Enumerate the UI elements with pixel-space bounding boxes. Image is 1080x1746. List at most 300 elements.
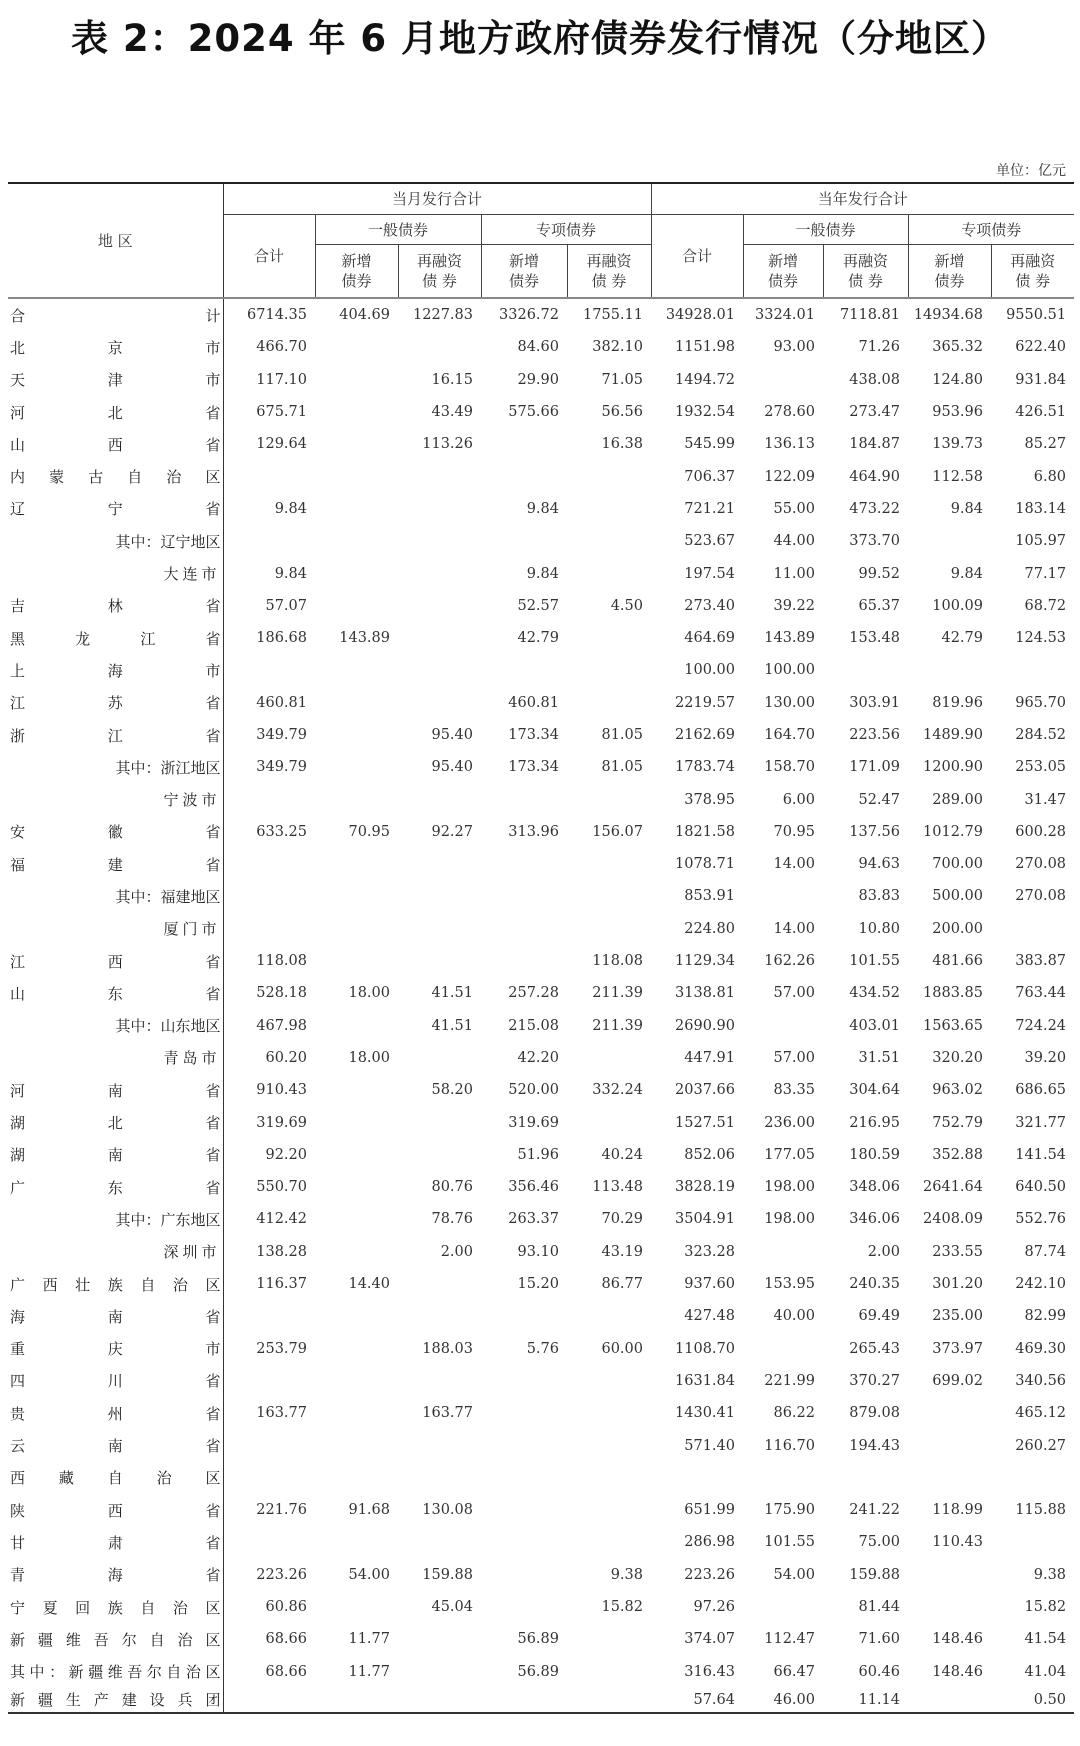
value-cell: 236.00 (764, 1114, 815, 1131)
value-cell (315, 1688, 398, 1713)
value-cell: 43.49 (431, 404, 473, 421)
value-cell: 57.00 (773, 985, 815, 1002)
value-cell: 55.00 (773, 500, 815, 517)
value-cell: 9550.51 (1006, 307, 1067, 324)
value-cell: 130.00 (764, 694, 815, 711)
region-name: 四川省 (8, 1365, 223, 1397)
value-cell: 7118.81 (840, 307, 900, 324)
value-cell: 56.89 (517, 1631, 559, 1648)
value-cell: 434.52 (849, 985, 900, 1002)
value-cell: 640.50 (1015, 1179, 1067, 1196)
table-row (8, 1106, 1074, 1138)
region-name: 辽宁省 (8, 493, 223, 525)
region-name: 上海市 (8, 654, 223, 686)
unit-label: 单位：亿元 (996, 163, 1066, 179)
value-cell: 15.82 (1024, 1599, 1067, 1616)
value-cell: 270.08 (1015, 856, 1067, 873)
value-cell: 41.51 (431, 985, 473, 1002)
value-cell: 383.87 (1015, 953, 1067, 970)
region-name: 贵州省 (8, 1397, 223, 1429)
header-line: 再融资 (586, 252, 632, 270)
table-row (8, 1300, 1074, 1332)
value-cell (567, 1494, 651, 1526)
value-cell (315, 1106, 398, 1138)
value-cell (908, 654, 991, 686)
value-cell: 175.90 (764, 1502, 815, 1519)
table-row (8, 460, 1074, 492)
value-cell: 571.40 (684, 1437, 735, 1454)
header-line: 债券 (341, 272, 372, 290)
value-cell: 1129.34 (675, 953, 735, 970)
value-cell (398, 1300, 481, 1332)
value-cell: 438.08 (849, 371, 900, 388)
value-cell: 223.26 (684, 1566, 735, 1583)
value-cell: 706.37 (684, 468, 735, 485)
value-cell: 1563.65 (923, 1017, 983, 1034)
table-row (8, 1010, 1074, 1042)
value-cell: 520.00 (508, 1082, 559, 1099)
value-cell: 86.77 (601, 1276, 643, 1293)
value-cell (567, 1526, 651, 1558)
value-cell (567, 1429, 651, 1461)
value-cell: 39.20 (1024, 1049, 1067, 1066)
value-cell: 139.73 (932, 436, 983, 453)
value-cell: 112.58 (932, 468, 983, 485)
value-cell (743, 1462, 823, 1494)
value-cell: 403.01 (849, 1017, 900, 1034)
table-row (8, 1429, 1074, 1461)
value-cell: 153.95 (764, 1276, 815, 1293)
value-cell: 721.21 (684, 500, 735, 517)
value-cell: 473.22 (849, 500, 900, 517)
value-cell (481, 1397, 567, 1429)
value-cell: 763.44 (1015, 985, 1067, 1002)
value-cell: 242.10 (1015, 1276, 1067, 1293)
value-cell (315, 654, 398, 686)
value-cell (398, 848, 481, 880)
value-cell: 11.00 (773, 565, 815, 582)
value-cell (908, 1397, 991, 1429)
value-cell: 57.00 (773, 1049, 815, 1066)
value-cell: 467.98 (256, 1017, 307, 1034)
value-cell (398, 493, 481, 525)
table-row (8, 654, 1074, 686)
header-month-general: 一般债券 (315, 215, 481, 245)
value-cell: 40.00 (773, 1308, 815, 1325)
value-cell: 101.55 (764, 1534, 815, 1551)
value-cell: 136.13 (764, 436, 815, 453)
table-row (8, 1171, 1074, 1203)
value-cell: 313.96 (508, 823, 559, 840)
value-cell: 320.20 (932, 1049, 983, 1066)
value-cell: 3828.19 (675, 1179, 735, 1196)
value-cell (398, 783, 481, 815)
value-cell: 346.06 (849, 1211, 900, 1228)
value-cell: 273.40 (684, 597, 735, 614)
value-cell (743, 880, 823, 912)
value-cell (823, 654, 908, 686)
value-cell: 31.51 (858, 1049, 900, 1066)
region-name: 云南省 (8, 1429, 223, 1461)
header-line: 债券 (934, 272, 965, 290)
value-cell (223, 1526, 315, 1558)
value-cell: 137.56 (849, 823, 900, 840)
value-cell: 216.95 (849, 1114, 900, 1131)
value-cell: 11.14 (858, 1691, 900, 1708)
header-year-total: 当年发行合计 (651, 183, 1074, 215)
value-cell: 465.12 (1015, 1405, 1067, 1422)
value-cell (481, 1526, 567, 1558)
value-cell: 158.70 (764, 759, 815, 776)
value-cell: 412.42 (256, 1211, 307, 1228)
table-row (8, 1688, 1074, 1713)
value-cell: 819.96 (932, 694, 983, 711)
value-cell: 51.96 (517, 1146, 559, 1163)
value-cell: 71.26 (858, 339, 900, 356)
value-cell: 93.00 (773, 339, 815, 356)
value-cell: 460.81 (256, 694, 307, 711)
value-cell: 2408.09 (923, 1211, 983, 1228)
table-row (8, 1526, 1074, 1558)
header-line: 再融资 (416, 252, 462, 270)
value-cell: 700.00 (932, 856, 983, 873)
value-cell: 224.80 (684, 920, 735, 937)
value-cell: 301.20 (932, 1276, 983, 1293)
value-cell: 42.79 (517, 630, 559, 647)
value-cell (567, 848, 651, 880)
value-cell (481, 880, 567, 912)
value-cell: 71.05 (601, 371, 643, 388)
value-cell: 340.56 (1015, 1372, 1067, 1389)
value-cell (481, 654, 567, 686)
value-cell: 9.84 (526, 500, 559, 517)
value-cell: 953.96 (932, 404, 983, 421)
header-line: 债券 (508, 272, 539, 290)
value-cell (481, 525, 567, 557)
value-cell (315, 557, 398, 589)
region-name: 江西省 (8, 945, 223, 977)
value-cell: 183.14 (1015, 500, 1067, 517)
value-cell: 550.70 (256, 1179, 307, 1196)
value-cell: 41.04 (1024, 1663, 1067, 1680)
value-cell: 95.40 (431, 759, 473, 776)
value-cell: 879.08 (849, 1405, 900, 1422)
value-cell: 9.84 (950, 565, 983, 582)
value-cell: 92.20 (265, 1146, 307, 1163)
value-cell: 686.65 (1015, 1082, 1067, 1099)
value-cell: 41.54 (1024, 1631, 1067, 1648)
value-cell (315, 848, 398, 880)
value-cell: 1494.72 (675, 371, 735, 388)
value-cell: 198.00 (764, 1211, 815, 1228)
value-cell (991, 1462, 1074, 1494)
header-month-special: 专项债券 (481, 215, 651, 245)
value-cell (567, 687, 651, 719)
value-cell (315, 751, 398, 783)
value-cell: 2690.90 (675, 1017, 735, 1034)
value-cell (315, 1462, 398, 1494)
value-cell: 316.43 (684, 1663, 735, 1680)
region-name: 深圳市 (8, 1236, 223, 1268)
value-cell: 265.43 (849, 1340, 900, 1357)
value-cell (481, 1591, 567, 1623)
value-cell: 42.79 (941, 630, 983, 647)
value-cell: 303.91 (849, 694, 900, 711)
table-row (8, 1591, 1074, 1623)
value-cell: 110.43 (932, 1534, 983, 1551)
value-cell: 116.37 (256, 1276, 307, 1293)
value-cell (223, 1688, 315, 1713)
value-cell: 9.38 (610, 1566, 643, 1583)
table-row (8, 751, 1074, 783)
value-cell: 188.03 (422, 1340, 473, 1357)
value-cell: 68.66 (265, 1631, 307, 1648)
region-name: 青岛市 (8, 1042, 223, 1074)
value-cell: 80.76 (431, 1179, 473, 1196)
table-row (8, 525, 1074, 557)
value-cell: 1108.70 (675, 1340, 735, 1357)
value-cell: 14.00 (773, 856, 815, 873)
value-cell: 9.84 (274, 565, 307, 582)
table-row (8, 880, 1074, 912)
value-cell: 31.47 (1024, 791, 1067, 808)
value-cell: 112.47 (764, 1631, 815, 1648)
value-cell: 9.84 (274, 500, 307, 517)
region-name: 合计 (8, 298, 223, 331)
table-row (8, 1494, 1074, 1526)
value-cell (398, 945, 481, 977)
value-cell: 2037.66 (675, 1082, 735, 1099)
value-cell (398, 1365, 481, 1397)
value-cell: 464.90 (849, 468, 900, 485)
value-cell (567, 460, 651, 492)
header-year-general-refi (823, 245, 908, 299)
value-cell: 240.35 (849, 1276, 900, 1293)
value-cell (481, 1365, 567, 1397)
value-cell: 52.47 (858, 791, 900, 808)
value-cell (567, 913, 651, 945)
value-cell: 54.00 (773, 1566, 815, 1583)
value-cell: 60.00 (601, 1340, 643, 1357)
value-cell: 148.46 (932, 1663, 983, 1680)
value-cell (567, 1300, 651, 1332)
value-cell (315, 460, 398, 492)
value-cell (315, 1333, 398, 1365)
value-cell: 221.99 (764, 1372, 815, 1389)
value-cell (223, 848, 315, 880)
value-cell (315, 783, 398, 815)
region-name: 内蒙古自治区 (8, 460, 223, 492)
value-cell: 2162.69 (675, 727, 735, 743)
header-month-special-refi (567, 245, 651, 299)
value-cell (567, 1106, 651, 1138)
table-row (8, 1623, 1074, 1655)
value-cell (315, 428, 398, 460)
value-cell (398, 1139, 481, 1171)
value-cell: 75.00 (858, 1534, 900, 1551)
value-cell: 93.10 (517, 1243, 559, 1260)
value-cell: 14934.68 (913, 307, 983, 324)
region-name: 湖北省 (8, 1106, 223, 1138)
value-cell (908, 1462, 991, 1494)
value-cell: 260.27 (1015, 1437, 1067, 1454)
value-cell (315, 396, 398, 428)
value-cell: 85.27 (1024, 436, 1067, 453)
table-row (8, 493, 1074, 525)
region-name: 湖南省 (8, 1139, 223, 1171)
value-cell: 349.79 (256, 727, 307, 743)
value-cell (743, 364, 823, 396)
value-cell: 233.55 (932, 1243, 983, 1260)
value-cell: 373.97 (932, 1340, 983, 1357)
table-row (8, 1462, 1074, 1494)
region-name: 河南省 (8, 1074, 223, 1106)
value-cell: 52.57 (517, 597, 559, 614)
value-cell (223, 460, 315, 492)
value-cell (398, 622, 481, 654)
table-row (8, 848, 1074, 880)
value-cell: 374.07 (684, 1631, 735, 1648)
value-cell: 124.80 (932, 371, 983, 388)
value-cell: 163.77 (422, 1405, 473, 1422)
value-cell (223, 783, 315, 815)
value-cell: 15.82 (601, 1599, 643, 1616)
value-cell (908, 1688, 991, 1713)
value-cell (398, 331, 481, 363)
value-cell: 34928.01 (665, 307, 735, 324)
value-cell: 162.26 (764, 953, 815, 970)
region-name: 广西壮族自治区 (8, 1268, 223, 1300)
value-cell (315, 719, 398, 751)
value-cell (743, 1333, 823, 1365)
value-cell (223, 880, 315, 912)
value-cell: 3504.91 (675, 1211, 735, 1228)
value-cell (481, 1559, 567, 1591)
value-cell: 853.91 (684, 888, 735, 905)
table-row (8, 1139, 1074, 1171)
value-cell (315, 364, 398, 396)
value-cell: 194.43 (849, 1437, 900, 1454)
table-row (8, 1042, 1074, 1074)
value-cell: 6.00 (782, 791, 815, 808)
value-cell (315, 1074, 398, 1106)
value-cell (567, 654, 651, 686)
value-cell: 481.66 (932, 953, 983, 970)
value-cell: 378.95 (684, 791, 735, 808)
header-line: 债 券 (422, 272, 457, 290)
value-cell: 284.52 (1015, 727, 1067, 743)
value-cell: 286.98 (684, 1534, 735, 1551)
value-cell: 270.08 (1015, 888, 1067, 905)
value-cell (398, 557, 481, 589)
value-cell: 447.91 (684, 1049, 735, 1066)
value-cell (398, 1042, 481, 1074)
value-cell: 752.79 (932, 1114, 983, 1131)
value-cell: 460.81 (508, 694, 559, 711)
value-cell: 60.86 (265, 1599, 307, 1616)
region-name: 西藏自治区 (8, 1462, 223, 1494)
value-cell (315, 331, 398, 363)
value-cell (315, 493, 398, 525)
value-cell: 71.60 (858, 1631, 900, 1648)
value-cell: 3138.81 (675, 985, 735, 1002)
value-cell: 910.43 (256, 1082, 307, 1099)
page-title: 表 2：2024 年 6 月地方政府债券发行情况（分地区） (71, 17, 1009, 60)
value-cell (315, 1203, 398, 1235)
value-cell (398, 1526, 481, 1558)
value-cell: 16.38 (601, 436, 643, 453)
value-cell: 253.79 (256, 1340, 307, 1357)
value-cell: 963.02 (932, 1082, 983, 1099)
header-month-general-new (315, 245, 398, 299)
value-cell: 852.06 (684, 1146, 735, 1163)
value-cell: 180.59 (849, 1146, 900, 1163)
value-cell: 545.99 (684, 436, 735, 453)
region-name: 吉林省 (8, 590, 223, 622)
value-cell (398, 880, 481, 912)
value-cell (567, 1365, 651, 1397)
header-line: 再融资 (842, 252, 888, 270)
table-row (8, 1203, 1074, 1235)
value-cell: 352.88 (932, 1146, 983, 1163)
table-row (8, 1365, 1074, 1397)
table-row (8, 945, 1074, 977)
value-cell (315, 1591, 398, 1623)
region-name: 青海省 (8, 1559, 223, 1591)
header-year-subtotal: 合计 (651, 215, 743, 299)
value-cell: 159.88 (422, 1566, 473, 1583)
value-cell: 97.26 (693, 1599, 735, 1616)
value-cell (223, 1300, 315, 1332)
value-cell: 321.77 (1015, 1114, 1067, 1131)
value-cell: 223.26 (256, 1566, 307, 1583)
header-year-special-new (908, 245, 991, 299)
value-cell: 552.76 (1015, 1211, 1067, 1228)
value-cell (481, 460, 567, 492)
value-cell: 177.05 (764, 1146, 815, 1163)
table-row (8, 557, 1074, 589)
value-cell (567, 1688, 651, 1713)
region-name: 浙江省 (8, 719, 223, 751)
value-cell: 41.51 (431, 1017, 473, 1034)
value-cell: 56.56 (601, 404, 643, 421)
value-cell: 1821.58 (675, 823, 735, 840)
value-cell: 724.24 (1015, 1017, 1067, 1034)
value-cell (398, 913, 481, 945)
value-cell (908, 1429, 991, 1461)
value-cell: 143.89 (764, 630, 815, 647)
value-cell: 1883.85 (923, 985, 983, 1002)
value-cell: 241.22 (849, 1502, 900, 1519)
table-row (8, 1333, 1074, 1365)
region-name: 新疆维吾尔自治区 (8, 1623, 223, 1655)
value-cell: 118.99 (932, 1502, 983, 1519)
value-cell (567, 783, 651, 815)
value-cell: 466.70 (256, 339, 307, 356)
value-cell: 118.08 (256, 953, 307, 970)
value-cell: 5.76 (526, 1340, 559, 1357)
value-cell: 16.15 (431, 371, 473, 388)
value-cell: 11.77 (348, 1663, 390, 1680)
value-cell: 1489.90 (923, 727, 983, 743)
value-cell: 56.89 (517, 1663, 559, 1680)
value-cell (315, 1236, 398, 1268)
value-cell: 253.05 (1015, 759, 1067, 776)
value-cell: 6.80 (1033, 468, 1067, 485)
value-cell: 117.10 (256, 371, 307, 388)
value-cell: 14.00 (773, 920, 815, 937)
region-name: 其中：浙江地区 (8, 751, 223, 783)
